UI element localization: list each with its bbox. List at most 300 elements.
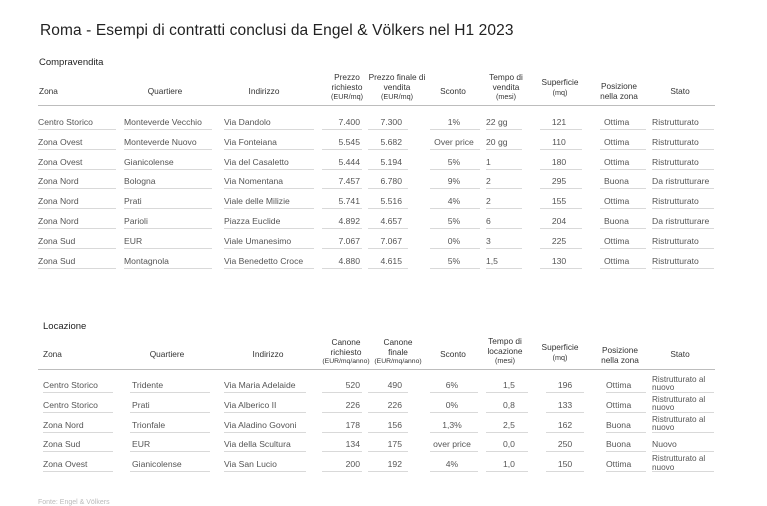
- row-divider: [368, 268, 408, 269]
- row-divider: [486, 188, 522, 189]
- row-divider: [38, 129, 116, 130]
- cell-sconto: 4%: [447, 196, 461, 207]
- cell-quartiere: Gianicolense: [124, 156, 174, 167]
- cell-quartiere: Montagnola: [124, 255, 169, 266]
- row-divider: [652, 149, 714, 150]
- row-divider: [486, 248, 522, 249]
- cell-richiesto: 7.067: [338, 235, 360, 246]
- cell-finale: 6.780: [380, 176, 402, 187]
- header-prezzo-finale-label: Prezzo finale di vendita: [368, 72, 426, 92]
- row-divider: [652, 471, 714, 472]
- cell-superficie: 250: [557, 439, 573, 450]
- row-divider: [38, 188, 116, 189]
- row-divider: [600, 149, 646, 150]
- row-divider: [368, 188, 408, 189]
- row-divider: [368, 248, 408, 249]
- cell-finale: 156: [387, 419, 402, 430]
- row-divider: [322, 432, 362, 433]
- cell-quartiere: EUR: [132, 439, 151, 450]
- header-stato: Stato: [670, 86, 690, 96]
- row-divider: [486, 129, 522, 130]
- cell-stato: Ristrutturato al nuovo: [652, 394, 706, 413]
- cell-finale: 5.682: [380, 136, 402, 147]
- cell-quartiere: Gianicolense: [132, 459, 182, 470]
- cell-posizione: Ottima: [604, 196, 630, 207]
- header-superficie-unit: (mq): [552, 87, 568, 97]
- cell-finale: 7.067: [380, 235, 402, 246]
- cell-superficie: 295: [551, 176, 567, 187]
- cell-indirizzo: Via Dandolo: [224, 117, 271, 127]
- cell-indirizzo: Via della Scultura: [224, 439, 291, 450]
- row-divider: [322, 268, 362, 269]
- page-title: Roma - Esempi di contratti conclusi da Engel & Völkers nel H1 2023: [40, 22, 514, 39]
- cell-sconto: 1%: [447, 117, 461, 127]
- header-prezzo-finale: [368, 73, 426, 102]
- row-divider: [486, 471, 528, 472]
- row-divider: [368, 392, 408, 393]
- cell-finale: 4.615: [380, 255, 402, 266]
- row-divider: [224, 451, 306, 452]
- row-divider: [540, 228, 582, 229]
- cell-posizione: Ottima: [606, 459, 632, 470]
- cell-stato: Ristrutturato: [652, 156, 699, 167]
- cell-superficie: 204: [551, 216, 567, 226]
- cell-richiesto: 7.457: [338, 176, 360, 187]
- cell-zona: Zona Ovest: [38, 136, 83, 147]
- row-divider: [124, 188, 212, 189]
- row-divider: [652, 129, 714, 130]
- row-divider: [546, 412, 584, 413]
- cell-sconto: 5%: [447, 255, 461, 266]
- cell-quartiere: EUR: [124, 235, 143, 246]
- row-divider: [368, 412, 408, 413]
- header-sconto: Sconto: [440, 349, 466, 359]
- cell-quartiere: Monteverde Vecchio: [124, 117, 202, 127]
- row-divider: [322, 208, 362, 209]
- row-divider: [652, 412, 714, 413]
- cell-tempo: 22 gg: [486, 117, 508, 127]
- row-divider: [430, 268, 480, 269]
- header-stato: Stato: [670, 349, 690, 359]
- row-divider: [486, 228, 522, 229]
- cell-posizione: Ottima: [604, 255, 630, 266]
- row-divider: [652, 208, 714, 209]
- row-divider: [43, 392, 113, 393]
- cell-posizione: Ottima: [604, 156, 630, 167]
- cell-indirizzo: Via Maria Adelaide: [224, 380, 296, 390]
- cell-stato: Ristrutturato: [652, 117, 699, 127]
- cell-posizione: Buona: [606, 439, 631, 450]
- header-tempo: [482, 73, 530, 102]
- cell-stato: Ristrutturato: [652, 255, 699, 266]
- cell-richiesto: 5.545: [338, 136, 360, 147]
- row-divider: [368, 169, 408, 170]
- cell-zona: Centro Storico: [43, 399, 98, 410]
- row-divider: [130, 432, 210, 433]
- cell-posizione: Ottima: [606, 399, 632, 410]
- row-divider: [38, 208, 116, 209]
- row-divider: [38, 169, 116, 170]
- row-divider: [652, 188, 714, 189]
- row-divider: [130, 392, 210, 393]
- row-divider: [224, 129, 314, 130]
- cell-richiesto: 226: [345, 399, 360, 410]
- row-divider: [546, 392, 584, 393]
- cell-posizione: Ottima: [604, 117, 630, 127]
- cell-tempo: 2: [486, 196, 491, 207]
- cell-sconto: 9%: [447, 176, 461, 187]
- row-divider: [540, 248, 582, 249]
- row-divider: [368, 208, 408, 209]
- cell-quartiere: Tridente: [132, 380, 164, 390]
- row-divider: [540, 208, 582, 209]
- cell-superficie: 110: [552, 136, 566, 147]
- row-divider: [322, 129, 362, 130]
- cell-richiesto: 5.741: [338, 196, 360, 207]
- row-divider: [600, 268, 646, 269]
- row-divider: [546, 432, 584, 433]
- cell-indirizzo: Via Nomentana: [224, 176, 284, 187]
- header-superficie-label: Superficie: [541, 77, 579, 87]
- row-divider: [224, 188, 314, 189]
- row-divider: [130, 451, 210, 452]
- row-divider: [43, 451, 113, 452]
- cell-quartiere: Prati: [132, 399, 150, 410]
- cell-zona: Zona Nord: [43, 419, 84, 430]
- header-canone-richiesto: [318, 338, 374, 367]
- header-tempo-unit: (mesi): [495, 356, 515, 365]
- cell-posizione: Ottima: [604, 235, 630, 246]
- row-divider: [540, 169, 582, 170]
- cell-posizione: Buona: [606, 419, 631, 430]
- row-divider: [600, 169, 646, 170]
- header-posizione: Posizione nella zona: [600, 81, 638, 101]
- cell-stato: Ristrutturato al nuovo: [652, 454, 706, 472]
- cell-stato: Ristrutturato: [652, 235, 699, 246]
- row-divider: [124, 149, 212, 150]
- cell-sconto: Over price: [434, 136, 474, 147]
- header-prezzo-richiesto: [322, 73, 372, 102]
- row-divider: [652, 169, 714, 170]
- cell-stato: Nuovo: [652, 439, 677, 450]
- row-divider: [546, 451, 584, 452]
- cell-stato: Da ristrutturare: [652, 216, 710, 226]
- row-divider: [38, 149, 116, 150]
- row-divider: [486, 208, 522, 209]
- row-divider: [130, 471, 210, 472]
- cell-sconto: 5%: [447, 156, 461, 167]
- cell-tempo: 6: [486, 216, 491, 226]
- row-divider: [430, 169, 480, 170]
- row-divider: [368, 451, 408, 452]
- cell-superficie: 121: [551, 117, 567, 127]
- row-divider: [430, 412, 478, 413]
- row-divider: [124, 268, 212, 269]
- row-divider: [606, 412, 646, 413]
- row-divider: [224, 208, 314, 209]
- row-divider: [368, 228, 408, 229]
- cell-sconto: 4%: [445, 459, 459, 470]
- cell-richiesto: 4.880: [338, 255, 360, 266]
- row-divider: [124, 129, 212, 130]
- row-divider: [430, 228, 480, 229]
- header-posizione: Posizione nella zona: [601, 345, 639, 365]
- cell-indirizzo: Viale delle Milizie: [224, 196, 290, 207]
- header-tempo-label: Tempo di vendita: [489, 72, 523, 92]
- row-divider: [322, 471, 362, 472]
- row-divider: [322, 392, 362, 393]
- cell-tempo: 3: [486, 235, 491, 246]
- cell-quartiere: Prati: [124, 196, 142, 207]
- header-canone-finale-label: Canone finale: [383, 337, 413, 357]
- header-superficie: [534, 343, 586, 362]
- row-divider: [540, 268, 582, 269]
- cell-finale: 490: [387, 380, 402, 390]
- row-divider: [224, 432, 306, 433]
- cell-richiesto: 520: [345, 380, 360, 390]
- cell-stato: Ristrutturato: [652, 136, 699, 147]
- row-divider: [486, 412, 528, 413]
- row-divider: [600, 208, 646, 209]
- cell-quartiere: Parioli: [124, 216, 148, 226]
- row-divider: [486, 432, 528, 433]
- cell-finale: 175: [387, 439, 402, 450]
- cell-quartiere: Bologna: [124, 176, 156, 187]
- row-divider: [124, 248, 212, 249]
- cell-richiesto: 200: [345, 459, 360, 470]
- row-divider: [43, 412, 113, 413]
- row-divider: [130, 412, 210, 413]
- row-divider: [224, 228, 314, 229]
- cell-zona: Zona Nord: [38, 176, 79, 187]
- cell-tempo: 1,5: [503, 380, 515, 390]
- row-divider: [652, 248, 714, 249]
- cell-zona: Zona Nord: [38, 196, 79, 207]
- row-divider: [224, 412, 306, 413]
- header-superficie-unit: (mq): [552, 352, 568, 362]
- cell-sconto: 1,3%: [442, 419, 462, 430]
- cell-tempo: 2,5: [503, 419, 515, 430]
- cell-richiesto: 7.400: [338, 117, 360, 127]
- row-divider: [43, 471, 113, 472]
- cell-indirizzo: Via Aladino Govoni: [224, 419, 297, 430]
- cell-stato: Da ristrutturare: [652, 176, 710, 187]
- cell-sconto: over price: [433, 439, 471, 450]
- row-divider: [606, 451, 646, 452]
- cell-tempo: 0,0: [503, 439, 515, 450]
- row-divider: [486, 169, 522, 170]
- header-divider: [38, 369, 715, 370]
- header-prezzo-richiesto-label: Prezzo richiesto: [331, 72, 363, 92]
- row-divider: [224, 268, 314, 269]
- cell-richiesto: 4.892: [338, 216, 360, 226]
- cell-tempo: 20 gg: [486, 136, 508, 147]
- row-divider: [368, 471, 408, 472]
- row-divider: [38, 248, 116, 249]
- row-divider: [606, 432, 646, 433]
- header-prezzo-finale-unit: (EUR/mq): [381, 92, 413, 101]
- header-tempo: [480, 337, 530, 366]
- row-divider: [540, 149, 582, 150]
- cell-superficie: 130: [551, 255, 567, 266]
- cell-indirizzo: Piazza Euclide: [224, 216, 281, 226]
- row-divider: [322, 248, 362, 249]
- cell-indirizzo: Viale Umanesimo: [224, 235, 292, 246]
- header-tempo-label: Tempo di locazione: [487, 336, 523, 356]
- row-divider: [368, 432, 408, 433]
- header-indirizzo: Indirizzo: [248, 86, 280, 96]
- cell-posizione: Buona: [604, 216, 629, 226]
- header-canone-richiesto-unit: (EUR/mq/anno): [322, 358, 370, 365]
- cell-indirizzo: Via San Lucio: [224, 459, 277, 470]
- row-divider: [540, 129, 582, 130]
- cell-finale: 226: [387, 399, 402, 410]
- header-sconto: Sconto: [440, 86, 466, 96]
- cell-zona: Zona Sud: [43, 439, 81, 450]
- row-divider: [368, 149, 408, 150]
- cell-tempo: 1,0: [503, 459, 515, 470]
- cell-sconto: 0%: [447, 235, 461, 246]
- row-divider: [322, 149, 362, 150]
- cell-zona: Centro Storico: [38, 117, 93, 127]
- row-divider: [124, 228, 212, 229]
- header-canone-finale-unit: (EUR/mq/anno): [374, 358, 422, 365]
- cell-zona: Zona Ovest: [38, 156, 83, 167]
- row-divider: [652, 228, 714, 229]
- row-divider: [430, 248, 480, 249]
- cell-zona: Zona Sud: [38, 235, 76, 246]
- cell-indirizzo: Via Fonteiana: [224, 136, 277, 147]
- cell-zona: Zona Nord: [38, 216, 79, 226]
- row-divider: [540, 188, 582, 189]
- row-divider: [224, 392, 306, 393]
- cell-finale: 5.516: [380, 196, 402, 207]
- row-divider: [322, 228, 362, 229]
- row-divider: [430, 471, 478, 472]
- row-divider: [652, 268, 714, 269]
- row-divider: [322, 188, 362, 189]
- row-divider: [430, 432, 478, 433]
- row-divider: [600, 129, 646, 130]
- cell-zona: Zona Ovest: [43, 459, 88, 470]
- cell-finale: 5.194: [380, 156, 402, 167]
- row-divider: [652, 392, 714, 393]
- row-divider: [652, 451, 714, 452]
- row-divider: [600, 188, 646, 189]
- header-canone-finale: [370, 338, 426, 367]
- row-divider: [430, 392, 478, 393]
- header-tempo-unit: (mesi): [496, 92, 516, 101]
- cell-stato: Ristrutturato al nuovo: [652, 375, 706, 393]
- row-divider: [38, 268, 116, 269]
- header-superficie-label: Superficie: [541, 342, 579, 352]
- cell-tempo: 0,8: [503, 399, 515, 410]
- header-quartiere: Quartiere: [149, 349, 185, 359]
- cell-quartiere: Trionfale: [132, 419, 166, 430]
- cell-posizione: Ottima: [604, 136, 630, 147]
- cell-stato: Ristrutturato: [652, 196, 699, 207]
- row-divider: [224, 169, 314, 170]
- cell-sconto: 6%: [445, 380, 459, 390]
- cell-superficie: 162: [557, 419, 573, 430]
- cell-tempo: 1,5: [486, 255, 498, 266]
- row-divider: [430, 149, 480, 150]
- cell-superficie: 150: [557, 459, 573, 470]
- cell-indirizzo: Via Benedetto Croce: [224, 255, 304, 266]
- row-divider: [322, 169, 362, 170]
- cell-zona: Zona Sud: [38, 255, 76, 266]
- header-zona: Zona: [39, 86, 58, 96]
- row-divider: [606, 392, 646, 393]
- cell-posizione: Ottima: [606, 380, 632, 390]
- header-divider: [38, 105, 715, 106]
- row-divider: [486, 392, 528, 393]
- cell-quartiere: Monteverde Nuovo: [124, 136, 197, 147]
- row-divider: [224, 248, 314, 249]
- row-divider: [368, 129, 408, 130]
- row-divider: [546, 471, 584, 472]
- source-note: Fonte: Engel & Völkers: [38, 499, 110, 506]
- cell-superficie: 180: [551, 156, 567, 167]
- cell-tempo: 1: [486, 156, 491, 167]
- header-canone-richiesto-label: Canone richiesto: [330, 337, 362, 357]
- row-divider: [600, 248, 646, 249]
- cell-richiesto: 178: [345, 419, 360, 430]
- header-zona: Zona: [43, 349, 62, 359]
- row-divider: [486, 268, 522, 269]
- row-divider: [430, 208, 480, 209]
- row-divider: [43, 432, 113, 433]
- row-divider: [430, 451, 478, 452]
- cell-superficie: 196: [557, 380, 573, 390]
- row-divider: [606, 471, 646, 472]
- cell-richiesto: 5.444: [338, 156, 360, 167]
- row-divider: [600, 228, 646, 229]
- cell-superficie: 133: [557, 399, 573, 410]
- row-divider: [322, 451, 362, 452]
- row-divider: [486, 149, 522, 150]
- row-divider: [322, 412, 362, 413]
- cell-tempo: 2: [486, 176, 491, 187]
- section-label: Locazione: [43, 321, 87, 332]
- cell-posizione: Buona: [604, 176, 629, 187]
- header-indirizzo: Indirizzo: [252, 349, 284, 359]
- section-label: Compravendita: [39, 57, 104, 68]
- row-divider: [430, 188, 480, 189]
- row-divider: [38, 228, 116, 229]
- row-divider: [124, 169, 212, 170]
- cell-superficie: 225: [551, 235, 567, 246]
- cell-superficie: 155: [551, 196, 567, 207]
- cell-sconto: 0%: [445, 399, 459, 410]
- cell-finale: 7.300: [380, 117, 402, 127]
- row-divider: [652, 432, 714, 433]
- row-divider: [486, 451, 528, 452]
- cell-finale: 4.657: [380, 216, 402, 226]
- row-divider: [224, 471, 306, 472]
- header-prezzo-richiesto-unit: (EUR/mq): [331, 92, 363, 101]
- row-divider: [430, 129, 480, 130]
- cell-stato: Ristrutturato al nuovo: [652, 414, 706, 432]
- row-divider: [224, 149, 314, 150]
- cell-zona: Centro Storico: [43, 380, 98, 390]
- cell-richiesto: 134: [345, 439, 360, 450]
- row-divider: [124, 208, 212, 209]
- cell-finale: 192: [387, 459, 402, 470]
- header-quartiere: Quartiere: [147, 86, 183, 96]
- cell-sconto: 5%: [447, 216, 461, 226]
- cell-indirizzo: Via Alberico II: [224, 399, 277, 410]
